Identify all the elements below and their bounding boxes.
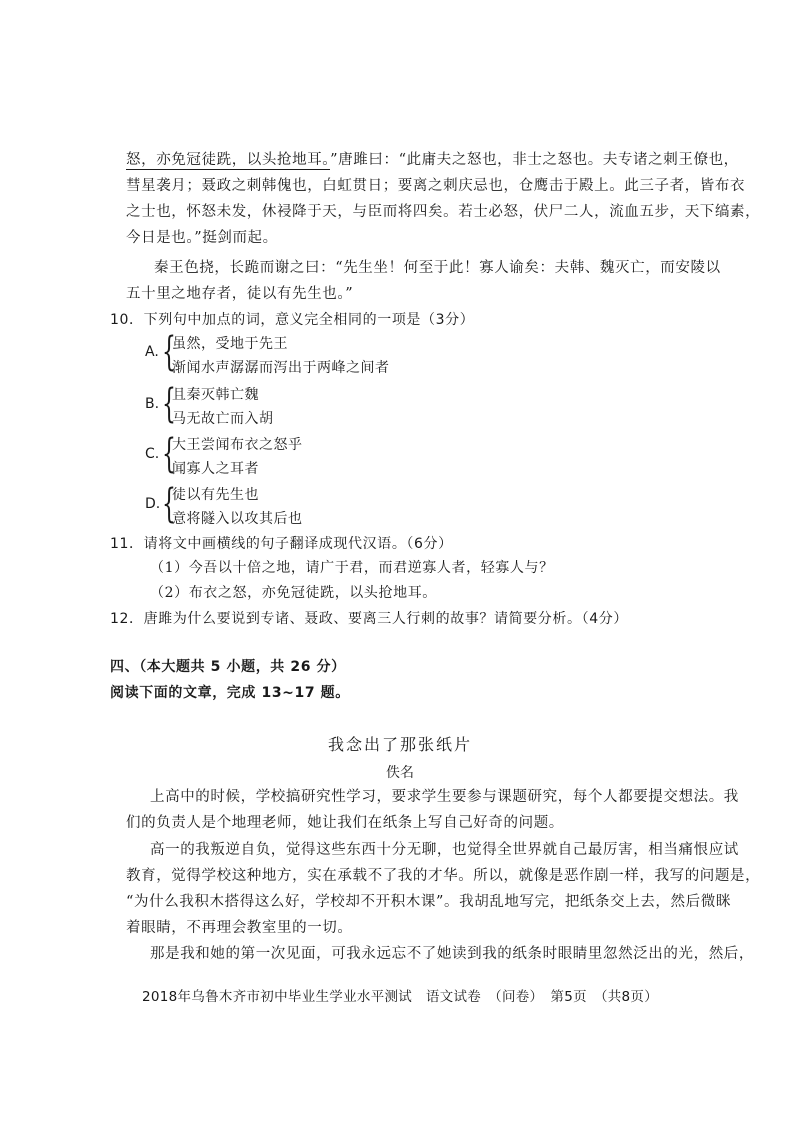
section-4-heading: 四、（本大题共 5 小题，共 26 分） bbox=[110, 659, 346, 675]
brace-icon: { bbox=[162, 381, 176, 427]
passage-line-4: 今日是也。”挺剑而起。 bbox=[126, 230, 278, 246]
page-footer: 2018年乌鲁木齐市初中毕业生学业水平测试 语文试卷 （问卷） 第5页 （共8页） bbox=[141, 989, 659, 1005]
option-sentence-d2: 意将隧入以攻其后也 bbox=[172, 511, 303, 527]
option-sentence-c1: 大王尝闻布衣之怒乎 bbox=[172, 437, 303, 453]
option-sentence-d1: 徒以有先生也 bbox=[172, 487, 259, 503]
article-title: 我念出了那张纸片 bbox=[327, 735, 472, 754]
article-author: 佚名 bbox=[386, 765, 414, 781]
underlined-sentence: 怒，亦免冠徒跣，以头抢地耳。 bbox=[126, 152, 331, 168]
passage-line-6: 五十里之地存者，徒以有先生也。” bbox=[126, 286, 354, 302]
brace-icon: { bbox=[162, 431, 176, 477]
passage-line-2: 彗星袭月；聂政之刺韩傀也，白虹贯日；要离之刺庆忌也，仓鹰击于殿上。此三子者，皆布衣 bbox=[126, 178, 746, 194]
question-11-sentence-2: （2）布衣之怒，亦免冠徒跣，以头抢地耳。 bbox=[150, 585, 437, 601]
option-sentence-c2: 闻寡人之耳者 bbox=[172, 461, 259, 477]
option-sentence-a1: 虽然，受地于先王 bbox=[172, 336, 288, 352]
article-line-6: 着眼睛，不再理会教室里的一切。 bbox=[126, 920, 353, 936]
option-sentence-a2: 渐闻水声潺潺而泻出于两峰之间者 bbox=[172, 360, 390, 376]
passage-line-5: 秦王色挠，长跪而谢之曰：“先生坐！何至于此！寡人谕矣：夫韩、魏灭亡，而安陵以 bbox=[154, 260, 721, 276]
brace-icon: { bbox=[162, 481, 176, 527]
question-10-stem: 10．下列句中加点的词，意义完全相同的一项是（3分） bbox=[110, 312, 475, 328]
option-sentence-b2: 马无故亡而入胡 bbox=[172, 411, 274, 427]
option-sentence-b1: 且秦灭韩亡魏 bbox=[172, 387, 259, 403]
article-line-7: 那是我和她的第一次见面，可我永远忘不了她读到我的纸条时眼睛里忽然泛出的光，然后， bbox=[150, 946, 754, 962]
article-line-4: 教育，觉得学校这种地方，实在承载不了我的才华。所以，就像是恶作剧一样，我写的问题是， bbox=[126, 868, 761, 884]
question-12-stem: 12．唐雎为什么要说到专诸、聂政、要离三人行刺的故事？请简要分析。（4分） bbox=[110, 611, 628, 627]
article-line-3: 高一的我叛逆自负，觉得这些东西十分无聊，也觉得全世界就自己最厉害，相当痛恨应试 bbox=[150, 842, 739, 858]
article-line-5: “为什么我积木搭得这么好，学校却不开积木课”。我胡乱地写完，把纸条交上去，然后微眯 bbox=[126, 894, 731, 910]
passage-line-3: 之士也，怀怒未发，休祲降于天，与臣而将四矣。若士必怒，伏尸二人，流血五步，天下缟素， bbox=[126, 204, 761, 220]
article-line-1: 上高中的时候，学校搞研究性学习，要求学生要参与课题研究，每个人都要提交想法。我 bbox=[150, 789, 739, 805]
question-11-stem: 11．请将文中画横线的句子翻译成现代汉语。（6分） bbox=[110, 536, 453, 552]
option-letter: B. bbox=[145, 396, 160, 412]
article-line-2: 们的负责人是个地理老师，她让我们在纸条上写自己好奇的问题。 bbox=[126, 815, 564, 831]
question-11-sentence-1: （1）今吾以十倍之地，请广于君，而君逆寡人者，轻寡人与？ bbox=[150, 560, 554, 576]
option-letter: D. bbox=[145, 496, 161, 512]
section-4-instruction: 阅读下面的文章，完成 13~17 题。 bbox=[110, 685, 350, 701]
option-letter: C. bbox=[145, 446, 160, 462]
brace-icon: { bbox=[162, 329, 176, 375]
passage-line-1: 怒，亦免冠徒跣，以头抢地耳。”唐雎曰：“此庸夫之怒也，非士之怒也。夫专诸之刺王僚也， bbox=[126, 152, 739, 168]
option-letter: A. bbox=[145, 344, 159, 360]
